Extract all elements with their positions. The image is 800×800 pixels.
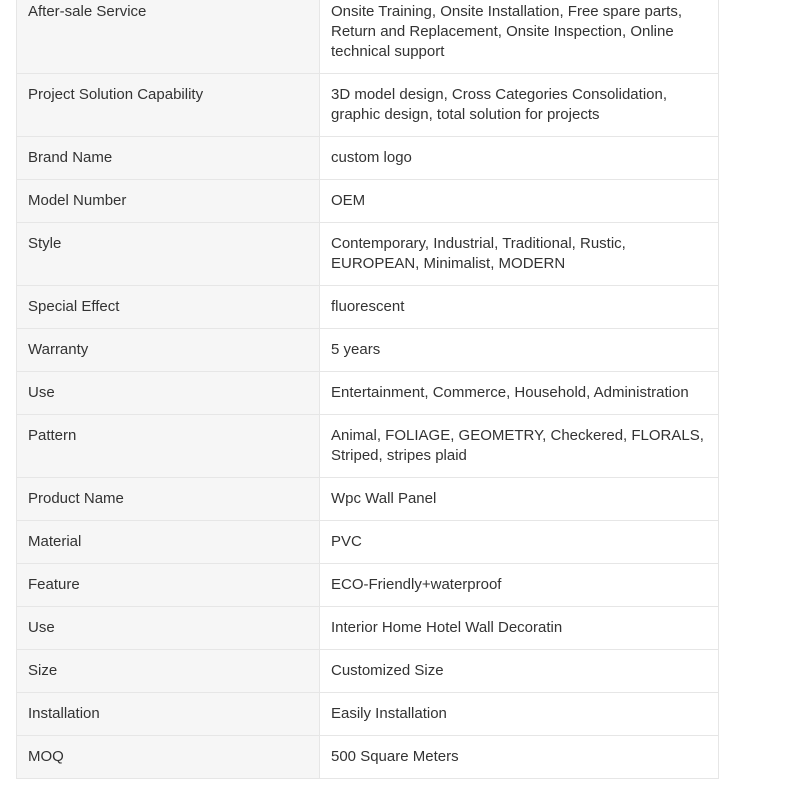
attribute-name: Style [17, 223, 320, 286]
attribute-name: Size [17, 650, 320, 693]
attribute-value: PVC [320, 521, 719, 564]
table-row [17, 415, 719, 478]
attribute-name: Use [17, 372, 320, 415]
attribute-name: Feature [17, 564, 320, 607]
attribute-name: Pattern [17, 415, 320, 478]
attribute-value: Onsite Training, Onsite Installation, Free spare parts, Return and Replacement, Onsite Inspection, Online technical support [320, 0, 719, 74]
product-attributes-table [16, 0, 719, 779]
attribute-value: Interior Home Hotel Wall Decoratin [320, 607, 719, 650]
attribute-value: fluorescent [320, 286, 719, 329]
table-row [17, 137, 719, 180]
attribute-name: Warranty [17, 329, 320, 372]
attribute-value: Easily Installation [320, 693, 719, 736]
table-row [17, 521, 719, 564]
table-row [17, 693, 719, 736]
table-row [17, 564, 719, 607]
table-row [17, 650, 719, 693]
attribute-value: ECO-Friendly+waterproof [320, 564, 719, 607]
table-row [17, 180, 719, 223]
attribute-name: Installation [17, 693, 320, 736]
table-row [17, 372, 719, 415]
attribute-value: OEM [320, 180, 719, 223]
table-row [17, 607, 719, 650]
attribute-name: Material [17, 521, 320, 564]
attribute-name: Model Number [17, 180, 320, 223]
attribute-value: custom logo [320, 137, 719, 180]
table-row [17, 223, 719, 286]
attribute-name: Use [17, 607, 320, 650]
attribute-value: 5 years [320, 329, 719, 372]
table-row [17, 286, 719, 329]
attribute-value: Customized Size [320, 650, 719, 693]
attribute-name: Project Solution Capability [17, 74, 320, 137]
table-row [17, 74, 719, 137]
attribute-name: Brand Name [17, 137, 320, 180]
attribute-value: Contemporary, Industrial, Traditional, Rustic, EUROPEAN, Minimalist, MODERN [320, 223, 719, 286]
product-attributes-table-container [16, 0, 718, 779]
attribute-name: Product Name [17, 478, 320, 521]
attribute-value: Wpc Wall Panel [320, 478, 719, 521]
attribute-value: Entertainment, Commerce, Household, Administration [320, 372, 719, 415]
attribute-name: Special Effect [17, 286, 320, 329]
attribute-value: 3D model design, Cross Categories Consolidation, graphic design, total solution for projects [320, 74, 719, 137]
attribute-name: After-sale Service [17, 0, 320, 74]
attribute-name: MOQ [17, 736, 320, 779]
attribute-value: 500 Square Meters [320, 736, 719, 779]
table-row [17, 0, 719, 74]
table-row [17, 736, 719, 779]
attribute-value: Animal, FOLIAGE, GEOMETRY, Checkered, FLORALS, Striped, stripes plaid [320, 415, 719, 478]
table-row [17, 329, 719, 372]
table-row [17, 478, 719, 521]
